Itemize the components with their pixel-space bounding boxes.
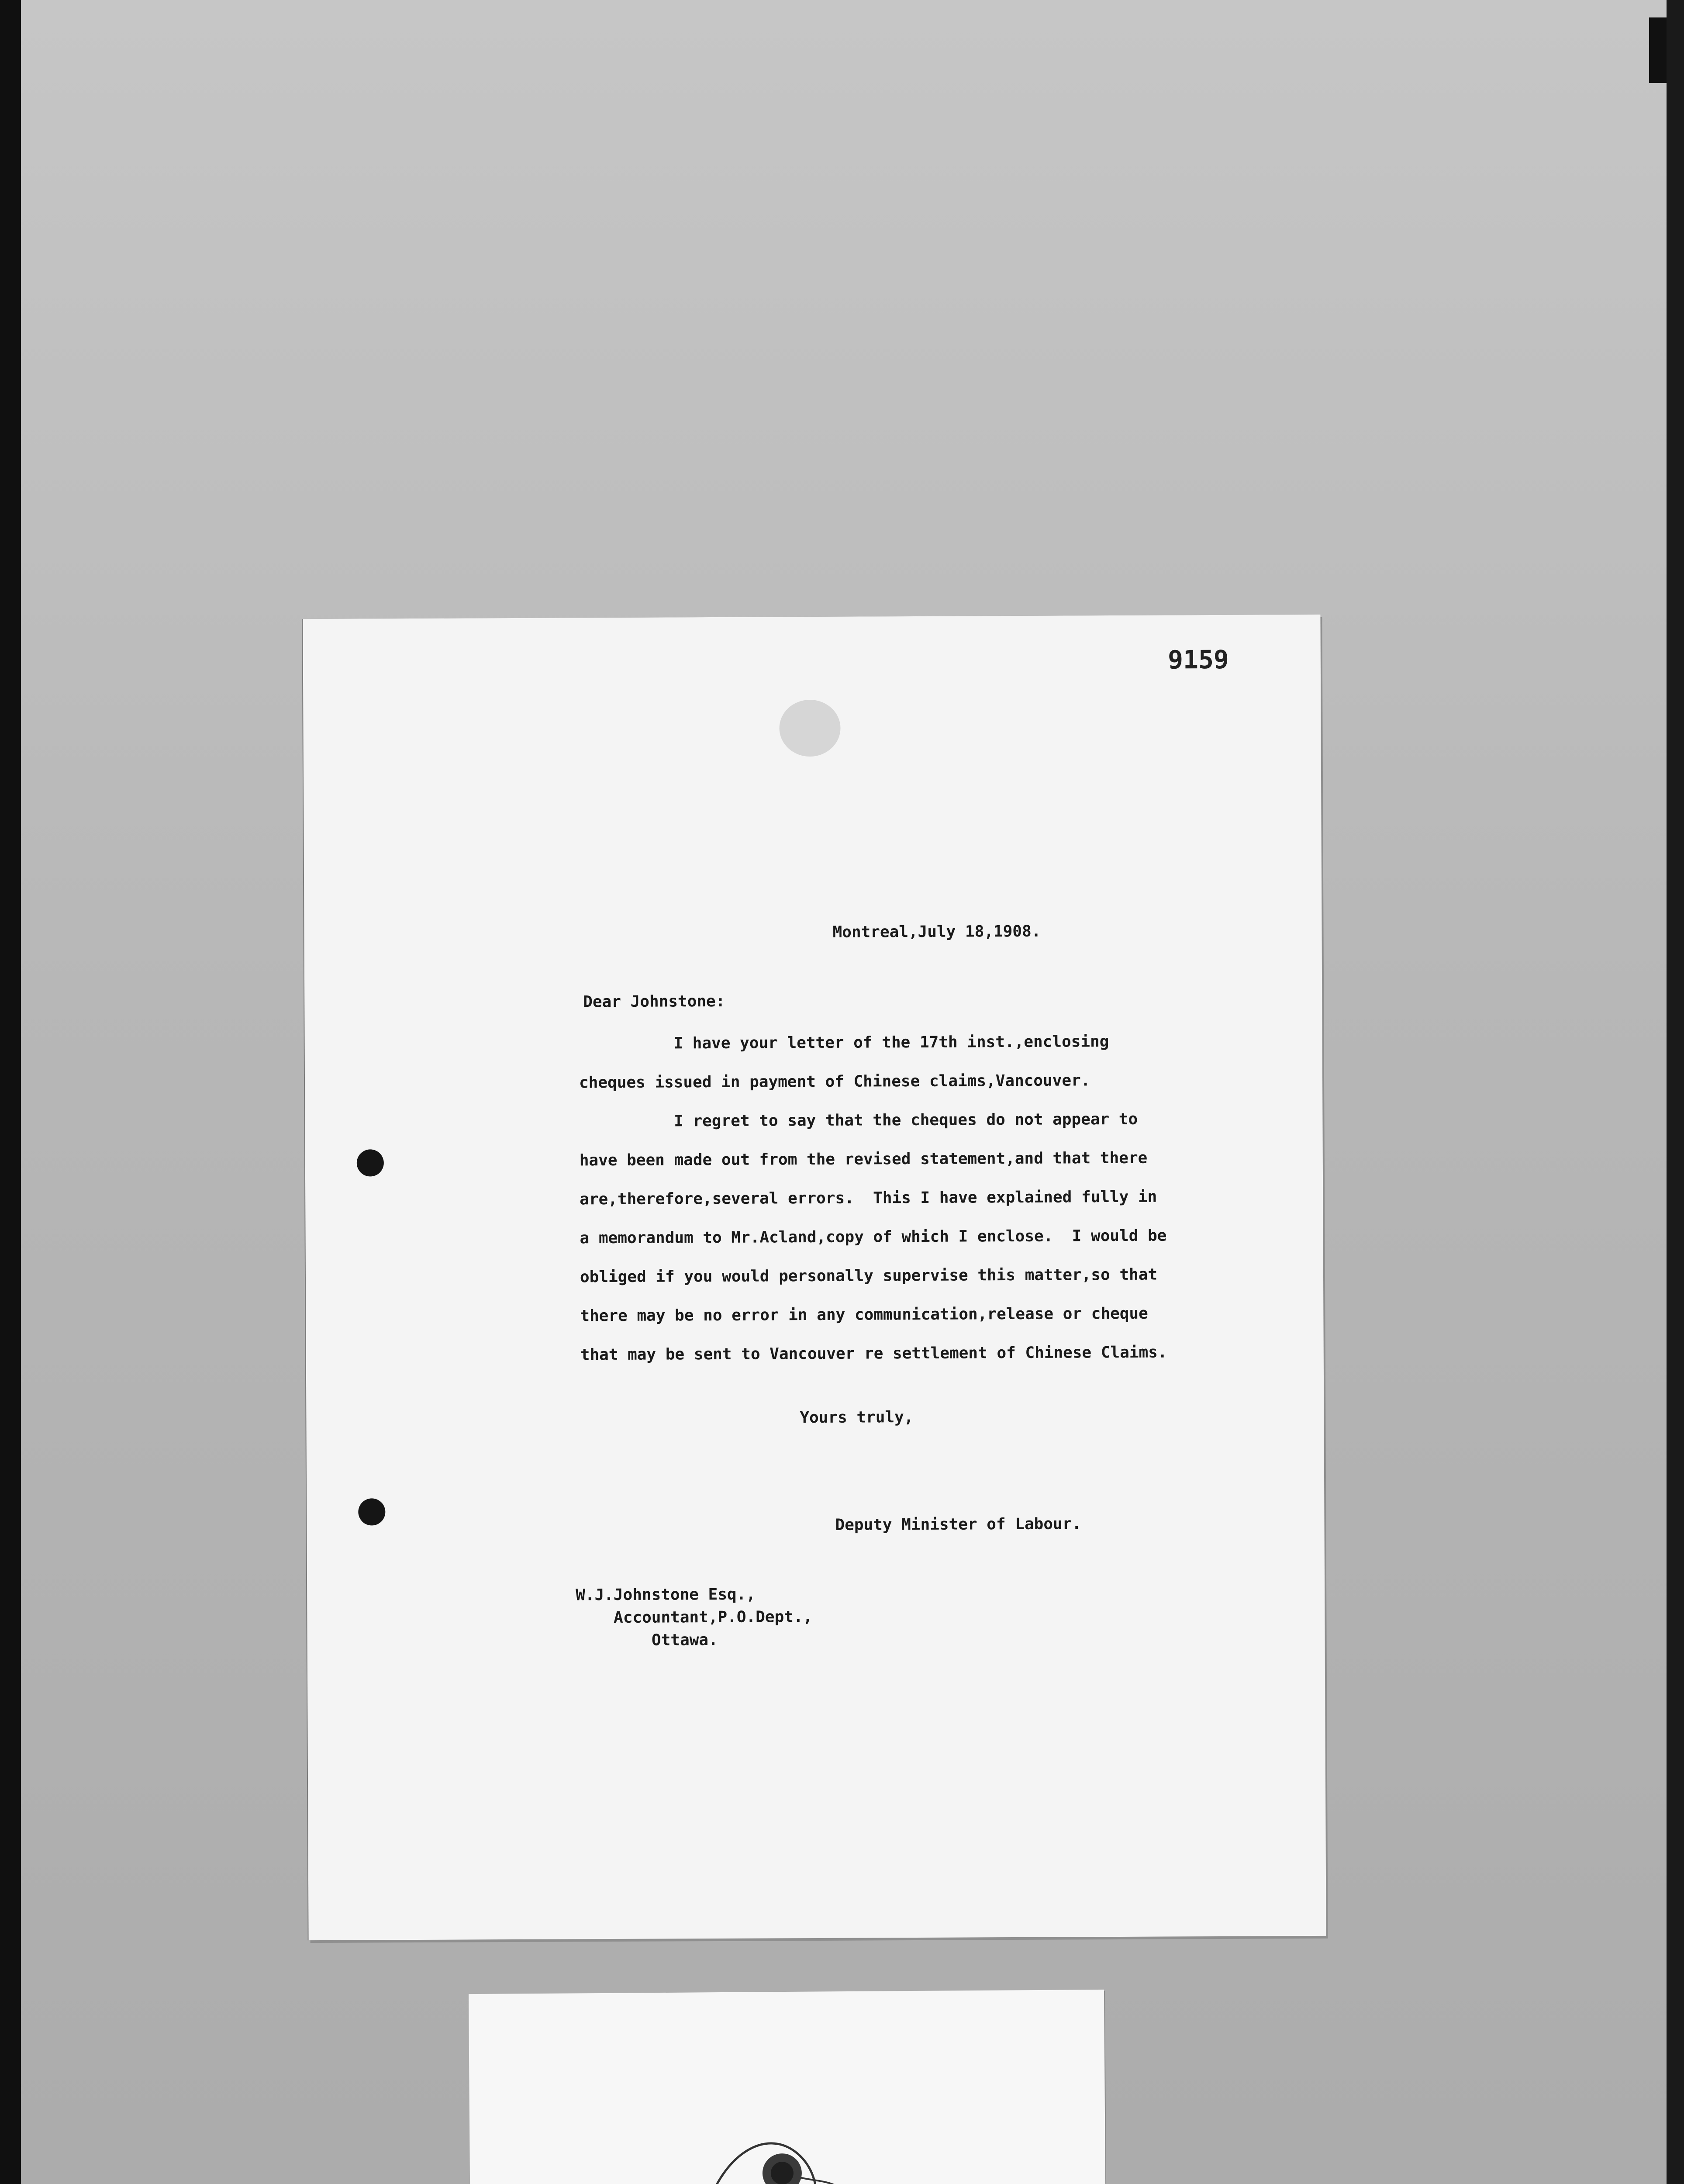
punch-hole — [357, 1149, 384, 1176]
film-edge-left — [0, 0, 21, 2184]
letter-body-line: there may be no error in any communication,release or cheque — [580, 1304, 1148, 1325]
letter-signature: Deputy Minister of Labour. — [835, 1515, 1082, 1534]
letter-date: Montreal,July 18,1908. — [832, 922, 1041, 941]
film-edge-right — [1667, 0, 1684, 2184]
film-corner-mark — [1649, 17, 1667, 83]
address-line: Ottawa. — [576, 1631, 718, 1650]
letter-body-line: have been made out from the revised statement,and that there — [579, 1149, 1148, 1170]
letter-body-line: a memorandum to Mr.Acland,copy of which I enclose. I would be — [580, 1227, 1167, 1248]
paper-smudge — [779, 700, 841, 757]
archive-label-card — [469, 1990, 1106, 2184]
letter-body-line: I have your letter of the 17th inst.,enclosing — [579, 1033, 1109, 1053]
typed-letter-page — [303, 615, 1326, 1940]
letter-body-line: obliged if you would personally supervise this matter,so that — [580, 1265, 1158, 1286]
letter-closing: Yours truly, — [800, 1408, 914, 1427]
letter-body-line: I regret to say that the cheques do not appear to — [579, 1110, 1138, 1131]
letter-salutation: Dear Johnstone: — [583, 992, 725, 1011]
punch-hole — [358, 1498, 385, 1525]
letter-body-line: that may be sent to Vancouver re settlement of Chinese Claims. — [580, 1343, 1167, 1364]
page-number: 9159 — [1168, 644, 1229, 675]
letter-body-line: cheques issued in payment of Chinese claims,Vancouver. — [579, 1071, 1090, 1092]
address-line: W.J.Johnstone Esq., — [576, 1585, 756, 1604]
address-line: Accountant,P.O.Dept., — [576, 1608, 813, 1627]
letter-body-line: are,therefore,several errors. This I have explained fully in — [580, 1188, 1157, 1209]
wax-seal-icon — [688, 2101, 873, 2184]
